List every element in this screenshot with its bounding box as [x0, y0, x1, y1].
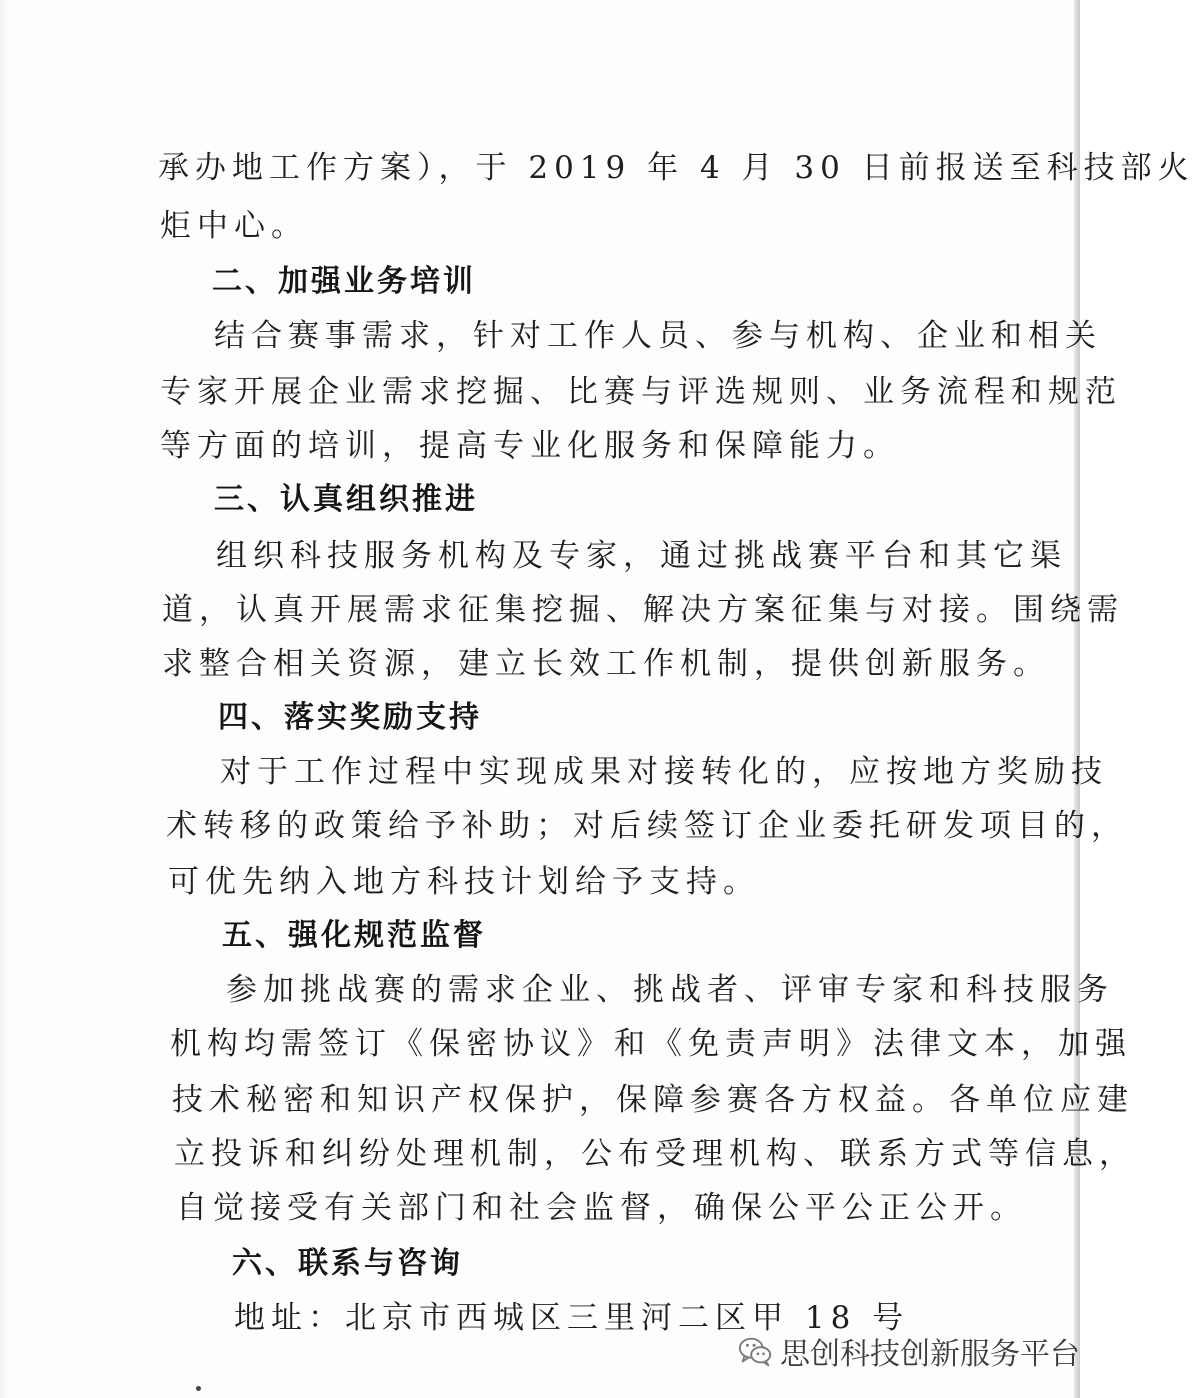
section-heading: 四、落实奖励支持: [218, 700, 482, 735]
section-heading: 五、强化规范监督: [222, 918, 486, 953]
paragraph-line: 参加挑战赛的需求企业、挑战者、评审专家和科技服务: [226, 972, 1114, 1008]
section-heading: 六、联系与咨询: [232, 1246, 463, 1281]
watermark-text: 思创科技创新服务平台: [780, 1337, 1080, 1372]
section-heading: 三、认真组织推进: [214, 482, 478, 517]
contact-address-line: 地址：北京市西城区三里河二区甲 18 号: [234, 1300, 910, 1336]
paragraph-line: 结合赛事需求，针对工作人员、参与机构、企业和相关: [214, 318, 1102, 354]
paragraph-line: 等方面的培训，提高专业化服务和保障能力。: [160, 428, 900, 464]
paragraph-line: 自觉接受有关部门和社会监督，确保公平公正公开。: [176, 1190, 1027, 1226]
paragraph-line: 技术秘密和知识产权保护，保障参赛各方权益。各单位应建: [172, 1082, 1134, 1118]
page-right-edge: [1074, 0, 1080, 1398]
page-left-edge: [0, 0, 8, 1398]
wechat-icon: [736, 1332, 774, 1370]
watermark: [736, 1330, 1080, 1372]
paragraph-line: 对于工作过程中实现成果对接转化的，应按地方奖励技: [220, 754, 1108, 790]
paragraph-line: 组织科技服务机构及专家，通过挑战赛平台和其它渠: [216, 538, 1067, 574]
section-heading: 二、加强业务培训: [212, 264, 476, 299]
paragraph-line: 术转移的政策给予补助；对后续签订企业委托研发项目的，: [166, 808, 1128, 844]
scan-speck: [196, 1386, 201, 1391]
paragraph-line: 立投诉和纠纷处理机制，公布受理机构、联系方式等信息，: [174, 1136, 1136, 1172]
paragraph-line: 道，认真开展需求征集挖掘、解决方案征集与对接。围绕需: [162, 592, 1124, 628]
paragraph-line: 承办地工作方案），于 2019 年 4 月 30 日前报送至科技部火: [158, 150, 1195, 186]
paragraph-line: 机构均需签订《保密协议》和《免责声明》法律文本，加强: [170, 1026, 1132, 1062]
paragraph-line: 专家开展企业需求挖掘、比赛与评选规则、业务流程和规范: [160, 374, 1122, 410]
paragraph-line: 炬中心。: [160, 208, 308, 244]
paragraph-line: 求整合相关资源，建立长效工作机制，提供创新服务。: [162, 646, 1050, 682]
paragraph-line: 可优先纳入地方科技计划给予支持。: [168, 864, 760, 900]
